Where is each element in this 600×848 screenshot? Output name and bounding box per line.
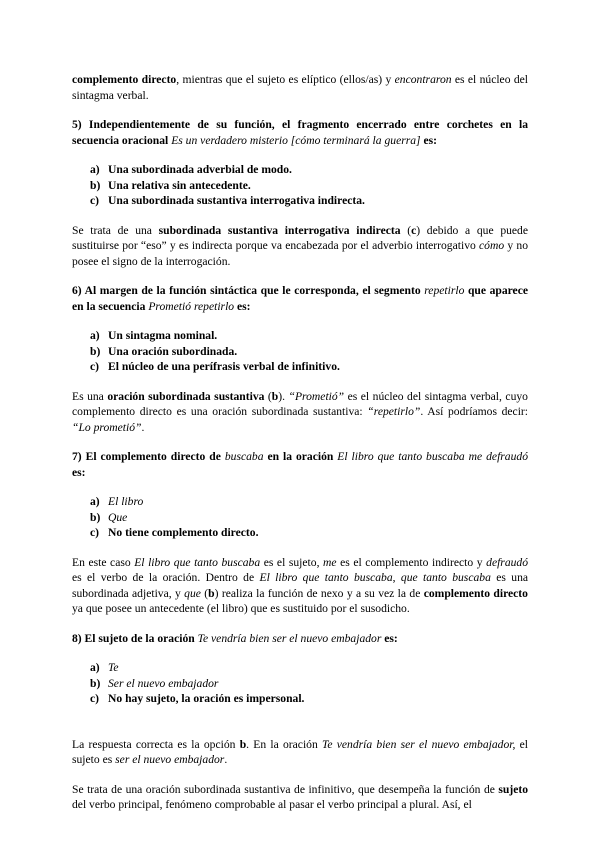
option-item: b) Una relativa sin antecedente. [90, 178, 251, 192]
question-7: 7) El complemento directo de buscaba en la oración El libro que tanto buscaba me defraudó es: [72, 450, 528, 479]
option-item: a) Una subordinada adverbial de modo. [90, 163, 292, 176]
question-6-options [72, 328, 528, 375]
question-7-options [72, 494, 528, 541]
question-5: 5) Independientemente de su función, el fragmento encerrado entre corchetes en la secuencia oracional Es un verdadero misterio [cómo terminará la guerra] es: [72, 118, 528, 147]
option-item: c) Una subordinada sustantiva interrogativa indirecta. [90, 194, 365, 207]
option-item: b) Que [90, 510, 128, 524]
option-item: c) No hay sujeto, la oración es impersonal. [90, 692, 305, 705]
explanation-6: Es una oración subordinada sustantiva (b). “Prometió” es el núcleo del sintagma verbal, cuyo complemento directo es una oración subordinada sustantiva: “repetirlo”. Así podríamos decir: “Lo prometió”. [72, 389, 529, 434]
explanation-5: Se trata de una subordinada sustantiva interrogativa indirecta (c) debido a que puede sustituirse por “eso” y es indirecta porque va encabezada por el adverbio interrogativo cómo y no posee el signo de la interrogación. [72, 223, 529, 268]
option-item: b) Una oración subordinada. [90, 344, 238, 358]
paragraph-continuation: complemento directo, mientras que el sujeto es elíptico (ellos/as) y encontraron es el núcleo del sintagma verbal. [72, 73, 529, 102]
option-item: c) No tiene complemento directo. [90, 526, 259, 539]
question-5-options [72, 162, 528, 209]
explanation-8: La respuesta correcta es la opción b. En la oración Te vendría bien ser el nuevo embajador, el sujeto es ser el nuevo embajador. [72, 737, 528, 766]
option-item: a) El libro [90, 495, 144, 508]
option-item: a) Te [90, 661, 119, 674]
question-8-options [72, 660, 528, 707]
question-8: 8) El sujeto de la oración Te vendría bien ser el nuevo embajador es: [72, 631, 398, 645]
document-page [72, 72, 528, 813]
option-item: c) El núcleo de una perífrasis verbal de infinitivo. [90, 360, 340, 373]
option-item: a) Un sintagma nominal. [90, 329, 218, 342]
explanation-7: En este caso El libro que tanto buscaba es el sujeto, me es el complemento indirecto y defraudó es el verbo de la oración. Dentro de El libro que tanto buscaba, que tanto buscaba es una subordinada adjetiva, y que (b) realiza la función de nexo y a su vez la de complemento directo ya que posee un antecedente (el libro) que es sustituido por el susodicho. [72, 555, 529, 615]
explanation-8-continued: Se trata de una oración subordinada sustantiva de infinitivo, que desempeña la función de sujeto del verbo principal, fenómeno comprobable al pasar el verbo principal a plural. Así, el [72, 782, 528, 811]
question-6: 6) Al margen de la función sintáctica que le corresponda, el segmento repetirlo que aparece en la secuencia Prometió repetirlo es: [72, 284, 528, 313]
option-item: b) Ser el nuevo embajador [90, 676, 219, 690]
